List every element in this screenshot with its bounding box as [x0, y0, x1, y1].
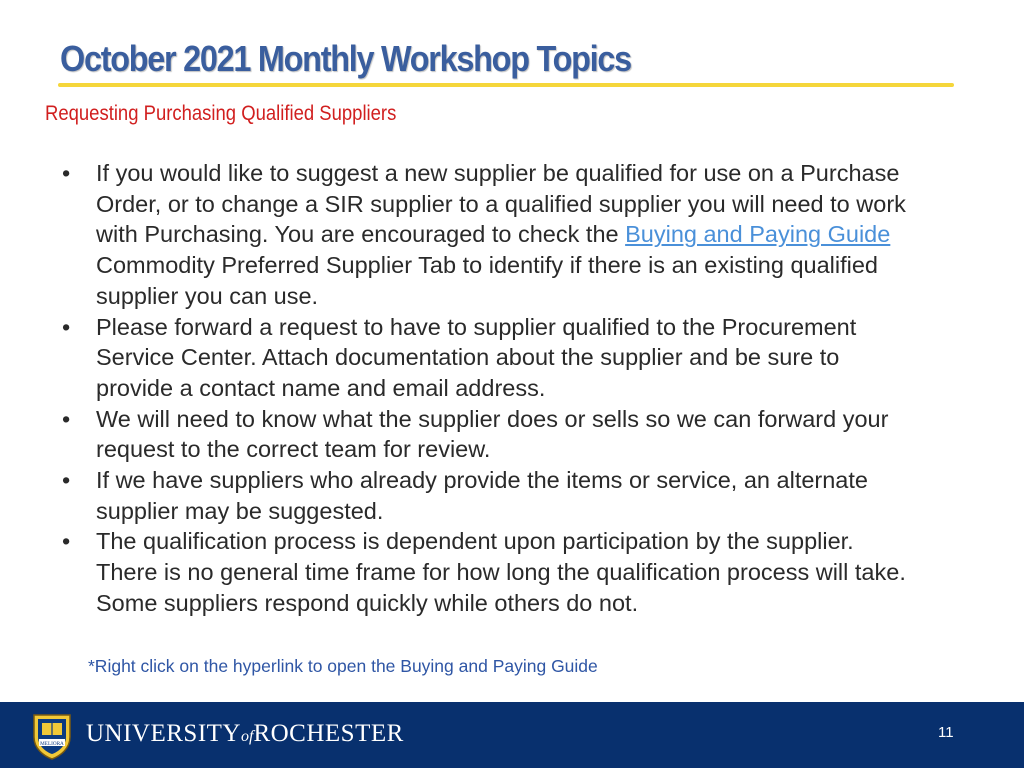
- footer-bar: [0, 702, 1024, 768]
- bullet-item: [60, 158, 920, 312]
- buying-and-paying-guide-link[interactable]: Buying and Paying Guide: [625, 221, 891, 248]
- bullet-marker: •: [62, 528, 71, 555]
- wordmark-rochester: ROCHESTER: [253, 720, 404, 747]
- bullet-marker: •: [62, 405, 71, 432]
- university-wordmark: [86, 720, 404, 748]
- slide-subtitle: Requesting Purchasing Qualified Suppliers: [45, 102, 397, 125]
- title-underline: [58, 83, 954, 87]
- wordmark-of: of: [241, 728, 254, 745]
- slide-title: October 2021 Monthly Workshop Topics: [60, 38, 631, 79]
- bullet-item: [60, 465, 920, 526]
- university-seal-icon: [30, 711, 74, 761]
- bullet-text-continued: Commodity Preferred Supplier Tab to identify if there is an existing qualified supplier you can use.: [96, 252, 878, 309]
- bullet-text: Please forward a request to have to supplier qualified to the Procurement Service Center. Attach documentation about the supplier and be sure to provide a contact name and email address.: [96, 313, 857, 401]
- bullet-text: If we have suppliers who already provide the items or service, an alternate supplier may be suggested.: [96, 467, 868, 524]
- svg-text:MELIORA: MELIORA: [40, 740, 64, 747]
- bullet-text: We will need to know what the supplier does or sells so we can forward your request to the correct team for review.: [96, 405, 889, 463]
- bullet-marker: •: [62, 467, 71, 494]
- footnote: *Right click on the hyperlink to open the Buying and Paying Guide: [88, 656, 598, 676]
- bullet-text: The qualification process is dependent upon participation by the supplier. There is no general time frame for how long the qualification process will take. Some suppliers respond quickly while others do not.: [96, 528, 906, 616]
- bullet-marker: •: [62, 313, 71, 340]
- bullet-list: [60, 158, 920, 619]
- bullet-text: If you would like to suggest a new supplier be qualified for use on a Purchase Order, or to change a SIR supplier to a qualified supplier you will need to work with Purchasing. You are encouraged to check the: [96, 160, 906, 248]
- bullet-item: [60, 312, 920, 404]
- bullet-item: [60, 404, 920, 465]
- page-number: 11: [938, 724, 954, 741]
- wordmark-university: UNIVERSITY: [86, 720, 241, 747]
- bullet-marker: •: [62, 160, 71, 186]
- bullet-item: [60, 526, 920, 618]
